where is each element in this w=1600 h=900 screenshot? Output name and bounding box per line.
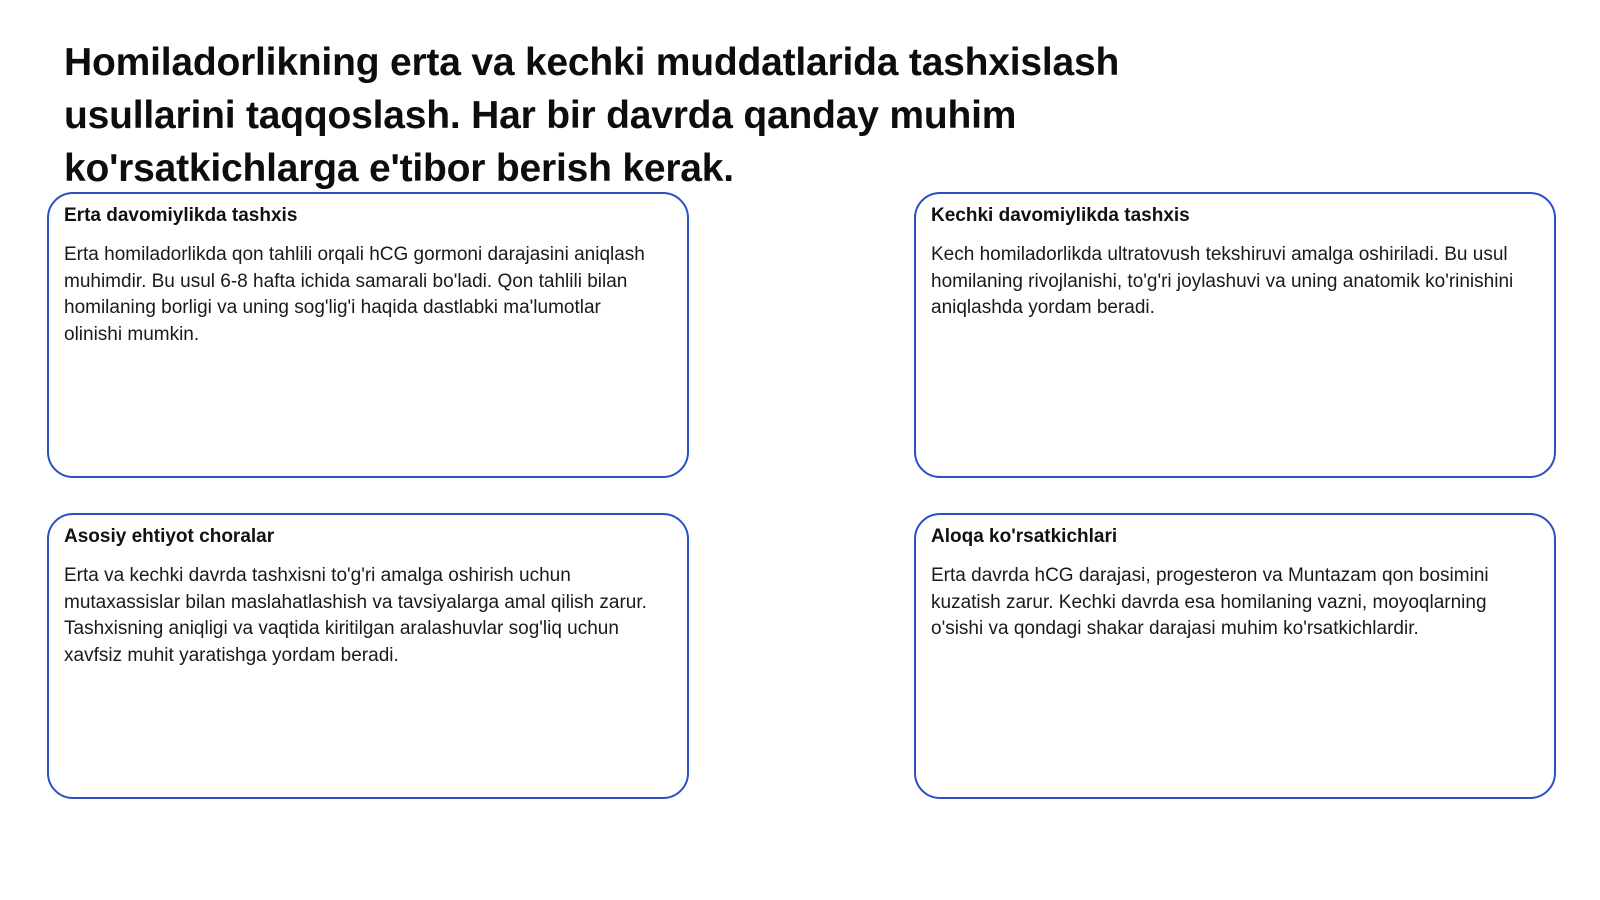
card-early-diagnosis: [47, 192, 689, 478]
card-late-diagnosis: [914, 192, 1556, 478]
card-heading: Erta davomiylikda tashxis: [64, 205, 298, 226]
card-body: Erta homiladorlikda qon tahlili orqali hCG gormoni darajasini aniqlash muhimdir. Bu usul 6-8 hafta ichida samarali bo'ladi. Qon tahlili bilan homilaning borligi va uning sog'lig'i haqida dastlabki ma'lumotlar olinishi mumkin.: [64, 244, 645, 345]
card-body: Erta va kechki davrda tashxisni to'g'ri amalga oshirish uchun mutaxassislar bilan maslahatlashish va tavsiyalarga amal qilish zarur. Tashxisning aniqligi va vaqtida kiritilgan aralashuvlar sog'liq uchun xavfsiz muhit yaratishga yordam beradi.: [64, 565, 647, 666]
card-precautions: [47, 513, 689, 799]
card-body: Erta davrda hCG darajasi, progesteron va Muntazam qon bosimini kuzatish zarur. Kechki davrda esa homilaning vazni, moyoqlarning o'sishi va qondagi shakar darajasi muhim ko'rsatkichlardir.: [931, 565, 1489, 639]
card-indicators: [914, 513, 1556, 799]
card-heading: Asosiy ehtiyot choralar: [64, 526, 275, 547]
card-heading: Kechki davomiylikda tashxis: [931, 205, 1190, 226]
card-heading: Aloqa ko'rsatkichlari: [931, 526, 1118, 547]
slide-title: Homiladorlikning erta va kechki muddatlarida tashxislash usullarini taqqoslash. Har bir davrda qanday muhim ko'rsatkichlarga e'tibor berish kerak.: [64, 41, 1120, 190]
card-body: Kech homiladorlikda ultratovush tekshiruvi amalga oshiriladi. Bu usul homilaning rivojlanishi, to'g'ri joylashuvi va uning anatomik ko'rinishini aniqlashda yordam beradi.: [931, 244, 1514, 318]
